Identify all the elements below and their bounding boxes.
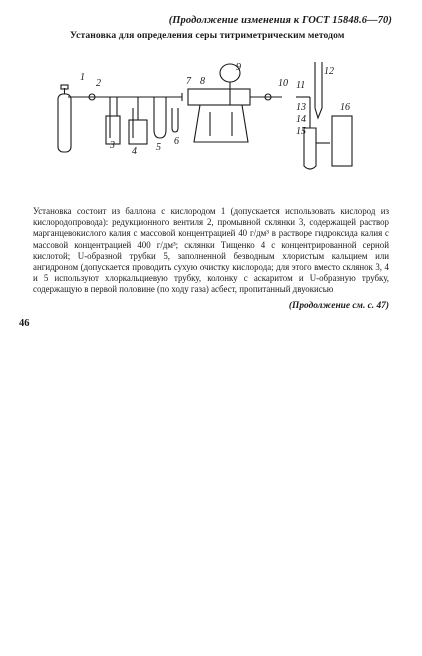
svg-text:10: 10 (278, 78, 288, 89)
svg-text:6: 6 (174, 136, 179, 147)
description-paragraph: Установка состоит из баллона с кислородом 1 (допускается использовать кислород из кислородопровода): редукционного вентиля 2, промывной склянки 3, содержащей раствор марганцевокислого калия с массовой концентрацией 40 г/дм³ в растворе гидроксида калия с массовой концентрацией 400 г/дм³; склянки Тищенко 4 с концентрированной серной кислотой; U-образной трубки 5, заполненной безводным хлористым кальцием или ангидроном (допускается проводить сухую очистку кислорода; для этого вместо склянок 3, 4 и 5 используют хлоркальциевую трубку, колонку с аскаритом и U-образную трубку, содержащую в первой половине (по ходу газа) асбест, пропитанный двуокисью (33, 206, 389, 295)
figure-title: Установка для определения серы титриметрическим методом (70, 30, 345, 41)
svg-text:8: 8 (200, 76, 205, 87)
page-header: (Продолжение изменения к ГОСТ 15848.6—70) (168, 15, 392, 26)
u-tube (154, 97, 166, 138)
burette (315, 62, 322, 118)
svg-text:11: 11 (296, 80, 306, 91)
page-number: 46 (19, 318, 30, 329)
wash-bottle (106, 97, 120, 144)
apparatus-diagram (50, 48, 390, 198)
svg-text:4: 4 (132, 146, 137, 157)
svg-text:9: 9 (236, 62, 241, 73)
svg-text:14: 14 (296, 114, 306, 125)
svg-text:5: 5 (156, 142, 161, 153)
continuation-note: (Продолжение см. с. 47) (288, 301, 389, 311)
svg-text:13: 13 (296, 102, 306, 113)
svg-text:3: 3 (110, 140, 115, 151)
indicator-beaker (332, 116, 352, 166)
svg-text:15: 15 (296, 126, 306, 137)
svg-text:2: 2 (96, 78, 101, 89)
tishchenko-flask (129, 97, 147, 144)
svg-text:1: 1 (80, 72, 85, 83)
combustion-tube (188, 89, 250, 105)
tube-furnace (194, 105, 248, 142)
drying-tube (172, 108, 178, 132)
svg-text:7: 7 (186, 76, 191, 87)
svg-text:16: 16 (340, 102, 350, 113)
oxygen-cylinder (58, 85, 71, 152)
svg-text:12: 12 (324, 66, 334, 77)
